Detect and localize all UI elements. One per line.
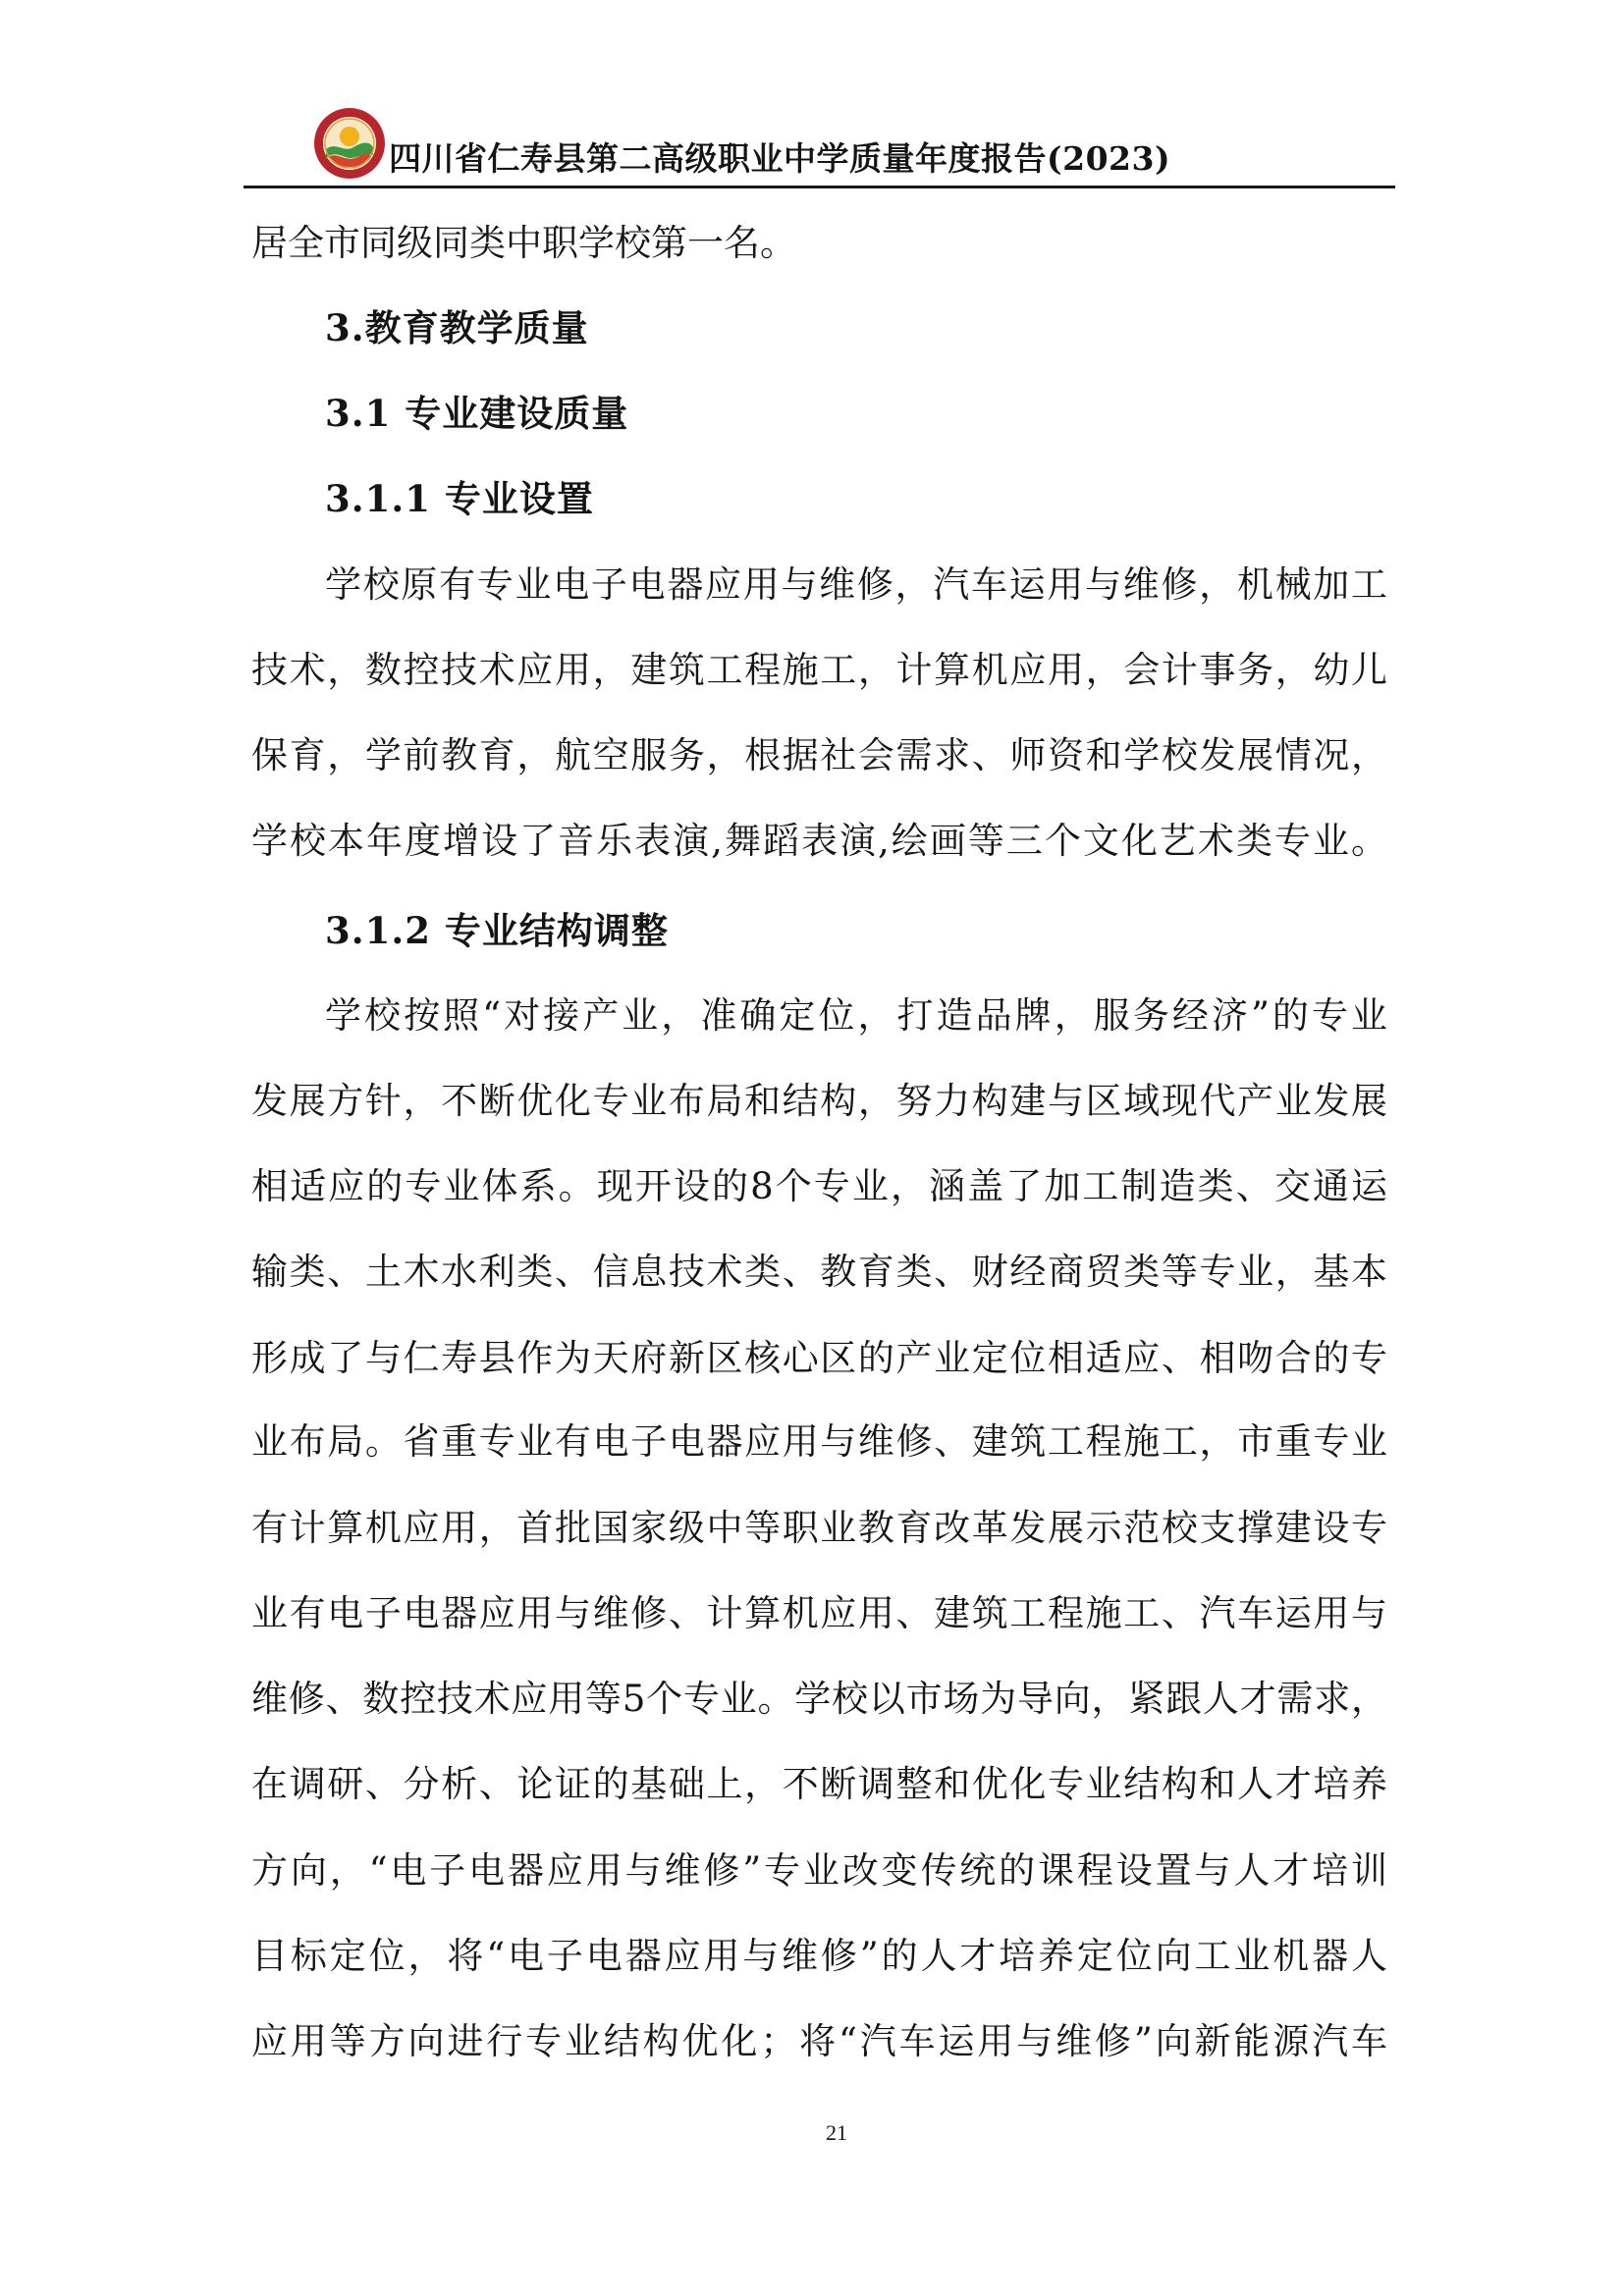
- section-heading-3-1: 3.1 专业建设质量: [325, 392, 629, 435]
- body-text-line: 在调研、分析、论证的基础上，不断调整和优化专业结构和人才培养: [251, 1763, 1387, 1805]
- body-text-line: 业有电子电器应用与维修、计算机应用、建筑工程施工、汽车运用与: [251, 1592, 1387, 1634]
- body-text-line: 方向，“电子电器应用与维修”专业改变传统的课程设置与人才培训: [251, 1849, 1387, 1892]
- continuation-text-line: 居全市同级同类中职学校第一名。: [251, 222, 796, 264]
- body-text-line: 学校原有专业电子电器应用与维修，汽车运用与维修，机械加工: [325, 563, 1387, 606]
- body-text-line: 技术，数控技术应用，建筑工程施工，计算机应用，会计事务，幼儿: [251, 649, 1387, 691]
- body-text-line: 业布局。省重专业有电子电器应用与维修、建筑工程施工，市重专业: [251, 1420, 1387, 1463]
- section-heading-3: 3.教育教学质量: [325, 306, 589, 349]
- body-text-line: 维修、数控技术应用等5个专业。学校以市场为导向，紧跟人才需求，: [251, 1678, 1387, 1720]
- page-number: 21: [826, 2120, 847, 2145]
- body-text-line: 有计算机应用，首批国家级中等职业教育改革发展示范校支撑建设专: [251, 1507, 1387, 1549]
- body-text-line: 保育，学前教育，航空服务，根据社会需求、师资和学校发展情况，: [251, 734, 1387, 776]
- body-text-line: 学校按照“对接产业，准确定位，打造品牌，服务经济”的专业: [325, 994, 1387, 1037]
- body-text-line: 相适应的专业体系。现开设的8个专业，涵盖了加工制造类、交通运: [251, 1165, 1387, 1207]
- body-text-line: 发展方针，不断优化专业布局和结构，努力构建与区域现代产业发展: [251, 1080, 1387, 1122]
- section-heading-3-1-1: 3.1.1 专业设置: [325, 477, 594, 520]
- section-heading-3-1-2: 3.1.2 专业结构调整: [325, 909, 669, 952]
- body-text-line: 学校本年度增设了音乐表演,舞蹈表演,绘画等三个文化艺术类专业。: [251, 820, 1387, 862]
- body-text-line: 目标定位，将“电子电器应用与维修”的人才培养定位向工业机器人: [251, 1935, 1387, 1977]
- header-divider: [244, 186, 1395, 188]
- body-text-line: 应用等方向进行专业结构优化；将“汽车运用与维修”向新能源汽车: [251, 2020, 1387, 2062]
- body-text-line: 输类、土木水利类、信息技术类、教育类、财经商贸类等专业，基本: [251, 1251, 1387, 1293]
- school-emblem-icon: [312, 106, 387, 181]
- body-text-line: 形成了与仁寿县作为天府新区核心区的产业定位相适应、相吻合的专: [251, 1337, 1387, 1379]
- report-header-title: 四川省仁寿县第二高级职业中学质量年度报告(2023): [389, 139, 1171, 178]
